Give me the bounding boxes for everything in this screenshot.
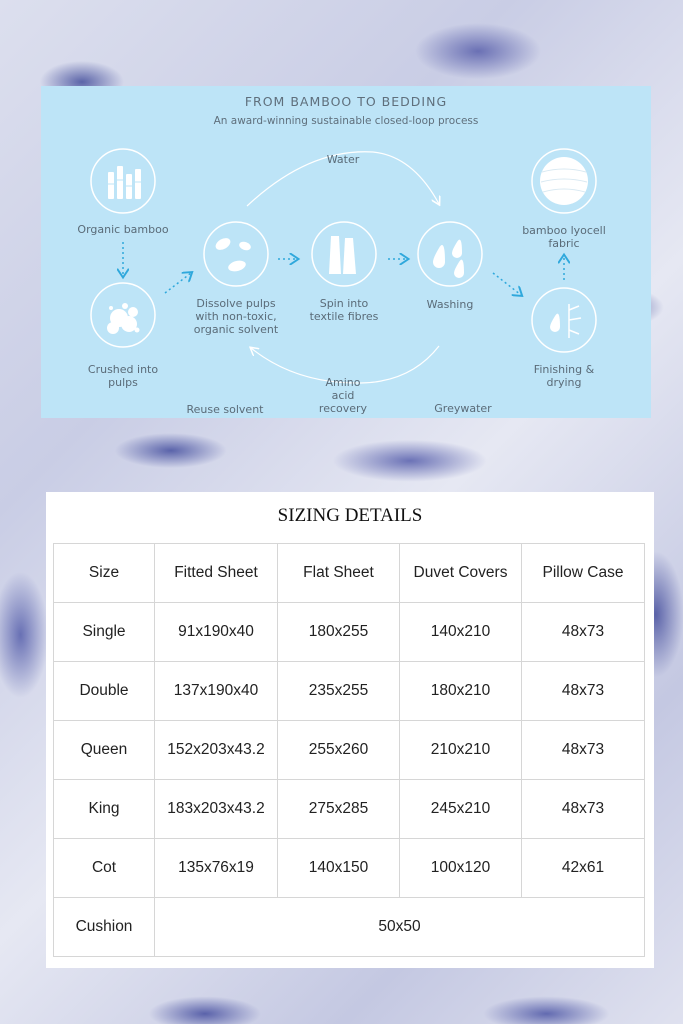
diagram-subtitle: An award-winning sustainable closed-loop process xyxy=(213,115,479,127)
table-cell: King xyxy=(54,780,155,839)
table-cell: 135x76x19 xyxy=(155,839,278,898)
arrow-crushed-to-dissolve xyxy=(165,273,191,293)
table-cell: 255x260 xyxy=(278,721,400,780)
loop-label-reuse-solvent: Reuse solvent xyxy=(186,403,264,416)
table-cell: 180x210 xyxy=(400,662,522,721)
table-header-row xyxy=(54,544,645,603)
sizing-table xyxy=(53,543,645,957)
table-cell: 183x203x43.2 xyxy=(155,780,278,839)
step-label-lyocell: bamboo lyocell fabric xyxy=(522,224,606,250)
loop-label-amino: Amino acid recovery xyxy=(318,376,368,415)
table-cell: 100x120 xyxy=(400,839,522,898)
sizing-panel xyxy=(46,492,654,968)
table-cell: 140x210 xyxy=(400,603,522,662)
table-cell: 275x285 xyxy=(278,780,400,839)
cushion-label: Cushion xyxy=(54,898,155,957)
header-size: Size xyxy=(54,544,155,603)
table-cell: Cot xyxy=(54,839,155,898)
dissolve-icon xyxy=(204,222,268,286)
spin-fibre-icon xyxy=(312,222,376,286)
washing-icon xyxy=(418,222,482,286)
process-diagram xyxy=(41,86,651,418)
table-row xyxy=(54,839,645,898)
header-pillow-case: Pillow Case xyxy=(522,544,645,603)
table-cell: 140x150 xyxy=(278,839,400,898)
table-cell: 245x210 xyxy=(400,780,522,839)
table-row xyxy=(54,603,645,662)
loop-label-greywater: Greywater xyxy=(434,402,492,415)
header-fitted-sheet: Fitted Sheet xyxy=(155,544,278,603)
table-cell: 48x73 xyxy=(522,780,645,839)
step-label-crushed: Crushed into pulps xyxy=(87,363,159,389)
table-cell: 48x73 xyxy=(522,662,645,721)
table-row xyxy=(54,721,645,780)
cushion-value: 50x50 xyxy=(155,898,645,957)
table-cell: 48x73 xyxy=(522,721,645,780)
arrow-washing-to-finishing xyxy=(493,273,521,295)
sizing-title: SIZING DETAILS xyxy=(277,505,423,526)
table-cell: 152x203x43.2 xyxy=(155,721,278,780)
table-row-cushion xyxy=(54,898,645,957)
table-cell: 235x255 xyxy=(278,662,400,721)
table-cell: 91x190x40 xyxy=(155,603,278,662)
table-cell: Double xyxy=(54,662,155,721)
step-label-dissolve: Dissolve pulps with non-toxic, organic solvent xyxy=(193,297,279,336)
table-cell: 48x73 xyxy=(522,603,645,662)
table-cell: 42x61 xyxy=(522,839,645,898)
finishing-icon xyxy=(532,288,596,352)
diagram-title: FROM BAMBOO TO BEDDING xyxy=(244,94,448,109)
step-label-organic-bamboo: Organic bamboo xyxy=(77,223,169,236)
table-cell: 180x255 xyxy=(278,603,400,662)
table-row xyxy=(54,662,645,721)
step-label-finishing: Finishing & drying xyxy=(533,363,595,389)
table-cell: Single xyxy=(54,603,155,662)
table-cell: Queen xyxy=(54,721,155,780)
table-row xyxy=(54,780,645,839)
step-label-washing: Washing xyxy=(426,298,474,311)
loop-label-water: Water xyxy=(326,153,360,166)
table-cell: 210x210 xyxy=(400,721,522,780)
step-label-spin: Spin into textile fibres xyxy=(309,297,379,323)
table-cell: 137x190x40 xyxy=(155,662,278,721)
header-flat-sheet: Flat Sheet xyxy=(278,544,400,603)
header-duvet-covers: Duvet Covers xyxy=(400,544,522,603)
